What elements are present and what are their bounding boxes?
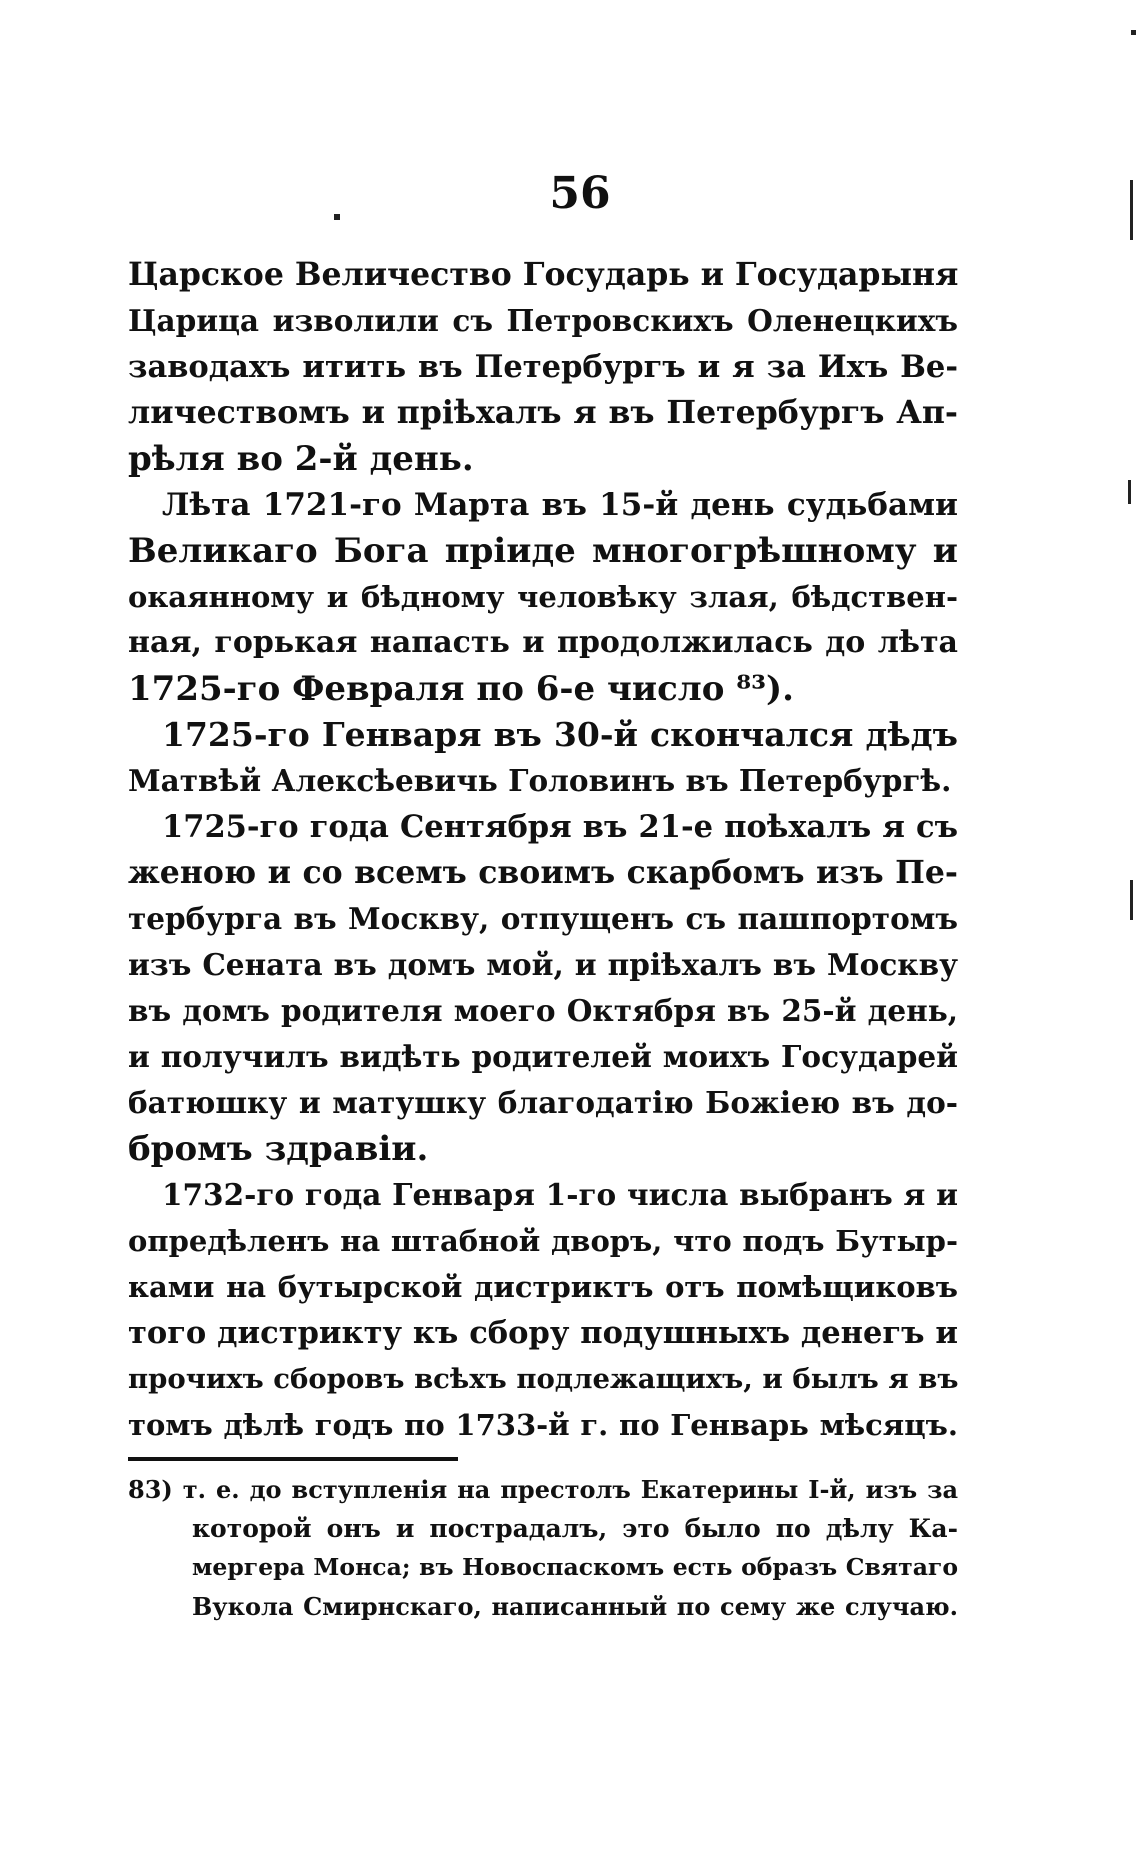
body-text (128, 252, 958, 1448)
body-line: 1725-го Февраля по 6-е число ⁸³). (128, 669, 794, 709)
scan-speck (1131, 30, 1136, 35)
body-line: 1732-го года Генваря 1-го числа выбранъ я и (162, 1177, 958, 1212)
body-line: изъ Сената въ домъ мой, и прiѣхалъ въ Москву (128, 947, 958, 982)
body-line: Великаго Бога прiиде многогрѣшному и (128, 531, 958, 571)
body-line: личествомъ и прiѣхалъ я въ Петербургъ Ап- (128, 394, 958, 431)
body-line: заводахъ итить въ Петербургъ и я за Ихъ Ве- (128, 349, 958, 385)
body-line: ная, горькая напасть и продолжилась до лѣта (128, 625, 958, 660)
body-line: Царица изволили съ Петровскихъ Оленецкихъ (128, 303, 958, 338)
scan-speck (334, 214, 340, 220)
body-line: того дистрикту къ сбору подушныхъ денегъ и (128, 1315, 958, 1351)
footnote-separator-rule (128, 1457, 458, 1461)
body-line: ками на бутырской дистриктъ отъ помѣщиковъ (128, 1270, 958, 1304)
scan-speck (1130, 180, 1133, 240)
body-line: 1725-го года Сентября въ 21-е поѣхалъ я съ (162, 809, 958, 845)
body-line: опредѣленъ на штабной дворъ, что подъ Бутыр- (128, 1224, 958, 1258)
footnote (128, 1470, 958, 1626)
body-line: тербурга въ Москву, отпущенъ съ пашпортомъ (128, 901, 958, 936)
body-line: бромъ здравiи. (128, 1129, 429, 1169)
body-line: Матвѣй Алексѣевичь Головинъ въ Петербургѣ. (128, 763, 952, 798)
body-line: окаянному и бѣдному человѣку злая, бѣдствен- (128, 580, 958, 614)
body-line: батюшку и матушку благодатiю Божiею въ до- (128, 1085, 958, 1120)
body-line: въ домъ родителя моего Октября въ 25-й день, (128, 993, 958, 1028)
footnote-line: мергера Монса; въ Новоспаскомъ есть образъ Святаго (192, 1553, 958, 1581)
footnote-line: 83) т. е. до вступленiя на престолъ Екатерины I-й, изъ за (128, 1475, 958, 1504)
scan-speck (1130, 880, 1133, 920)
footnote-line: которой онъ и пострадалъ, это было по дѣлу Ка- (192, 1514, 958, 1543)
body-line: 1725-го Генваря въ 30-й скончался дѣдъ (162, 715, 958, 754)
body-line: Лѣта 1721-го Марта въ 15-й день судьбами (162, 487, 958, 523)
body-line: и получилъ видѣть родителей моихъ Государей (128, 1039, 958, 1074)
body-line: женою и со всемъ своимъ скарбомъ изъ Пе- (128, 854, 958, 891)
page-number: 56 (549, 168, 611, 219)
body-line: прочихъ сборовъ всѣхъ подлежащихъ, и былъ я въ (128, 1363, 959, 1395)
scan-speck (1128, 480, 1131, 504)
body-line: Царское Величество Государь и Государыня (128, 256, 959, 293)
body-line: томъ дѣлѣ годъ по 1733-й г. по Генварь мѣсяцъ. (128, 1408, 958, 1442)
body-line: рѣля во 2-й день. (128, 439, 474, 479)
footnote-line: Вукола Смирнскаго, написанный по сему же случаю. (192, 1592, 958, 1621)
